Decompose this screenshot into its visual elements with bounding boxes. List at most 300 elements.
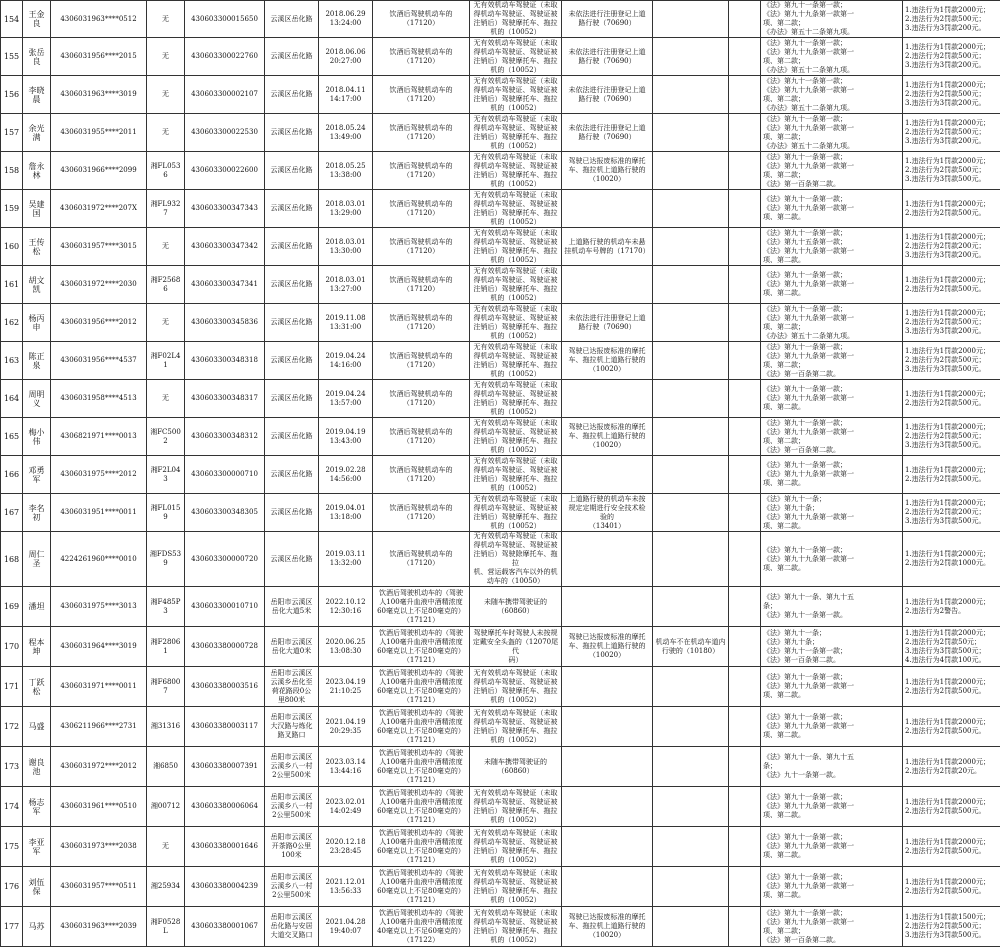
violation-1-line: 饮酒后驾驶机动车的（驾驶 bbox=[375, 829, 467, 838]
table-row bbox=[1, 114, 1000, 152]
violation-1-line: 饮酒后驾驶机动车的（驾驶 bbox=[375, 869, 467, 878]
violation-place bbox=[265, 494, 319, 532]
plate-number: 湘FDS539 bbox=[147, 532, 185, 587]
violation-2-line: 注销后）驾驶摩托车、拖拉 bbox=[472, 513, 559, 522]
violation-3-line: 上道路行驶的机动车未悬 bbox=[564, 238, 650, 247]
law-basis bbox=[761, 867, 903, 907]
record-code: 430603300000710 bbox=[185, 456, 265, 494]
record-code: 430603300022760 bbox=[185, 38, 265, 76]
penalty-line: 1.违法行为1罚款2000元； bbox=[905, 499, 998, 508]
penalty-line: 1.违法行为1罚款2000元； bbox=[905, 598, 998, 607]
penalty-line: 3.违法行为3罚款200元。 bbox=[905, 99, 998, 108]
violation-4 bbox=[653, 532, 729, 587]
law-basis bbox=[761, 494, 903, 532]
law-basis-line: 《法》第九十九条第一款第一 bbox=[763, 470, 900, 479]
violation-time bbox=[319, 667, 373, 707]
law-basis-line: 《办法》第五十二条第九项。 bbox=[763, 66, 900, 75]
penalty-line: 3.违法行为3罚款500元； bbox=[905, 647, 998, 656]
violation-2-line: 得机动车驾驶证、驾驶证被 bbox=[472, 10, 559, 19]
id-number: 4306031972****2012 bbox=[51, 747, 147, 787]
violation-2-line: 无有效机动车驾驶证（未取 bbox=[472, 829, 559, 838]
violation-2-line: 注销后）驾驶摩托车、拖拉 bbox=[472, 171, 559, 180]
violation-time-line: 21:10:25 bbox=[321, 687, 370, 696]
violation-2-line: 无有效机动车驾驶证（未取 bbox=[472, 709, 559, 718]
violation-1 bbox=[373, 627, 470, 667]
violation-1-line: （17120） bbox=[375, 323, 467, 332]
law-basis-line: 《法》九十一条第一款。 bbox=[763, 771, 900, 780]
id-number: 4306031972****2030 bbox=[51, 266, 147, 304]
law-basis-line: 《法》第一百条第二款。 bbox=[763, 656, 900, 665]
law-basis-line: 项、第二款。 bbox=[763, 403, 900, 412]
violation-place bbox=[265, 38, 319, 76]
violation-2-line: 无有效机动车驾驶证（未取 bbox=[472, 229, 559, 238]
person-name: 杨志军 bbox=[23, 787, 51, 827]
law-basis-line: 项、第二款； bbox=[763, 57, 900, 66]
violation-2-line: 得机动车驾驶证、驾驶证被 bbox=[472, 390, 559, 399]
violation-1-line: （17120） bbox=[375, 513, 467, 522]
violation-2-line: 机的（10052） bbox=[472, 446, 559, 455]
violation-2 bbox=[470, 266, 562, 304]
id-number: 4306031957****3015 bbox=[51, 228, 147, 266]
violation-place-line: 云溪区岳化路 bbox=[267, 90, 316, 99]
id-number: 4306031955****2011 bbox=[51, 114, 147, 152]
violation-place bbox=[265, 1, 319, 38]
violation-4 bbox=[653, 867, 729, 907]
blank-cell bbox=[729, 494, 761, 532]
violation-3 bbox=[562, 190, 653, 228]
violation-1-line: 60毫克以上不足80毫克的） bbox=[375, 847, 467, 856]
violation-3 bbox=[562, 494, 653, 532]
violation-2-line: 机的（10052） bbox=[472, 28, 559, 37]
law-basis-line: 《法》第九十一条、第九十五 bbox=[763, 753, 900, 762]
violation-2 bbox=[470, 532, 562, 587]
plate-number: 湘F28061 bbox=[147, 627, 185, 667]
violation-3-line: 车、拖拉机上道路行驶的 bbox=[564, 922, 650, 931]
violation-3-line: （10020） bbox=[564, 651, 650, 660]
record-code: 430603300348305 bbox=[185, 494, 265, 532]
violation-1-line: 饮酒后驾驶机动车的 bbox=[375, 428, 467, 437]
violation-4 bbox=[653, 787, 729, 827]
violation-time-line: 2019.04.01 bbox=[321, 504, 370, 513]
law-basis-line: 《法》第一百条第二款。 bbox=[763, 180, 900, 189]
violation-1-line: （17120） bbox=[375, 361, 467, 370]
violation-2-line: 机的（10052） bbox=[472, 256, 559, 265]
record-code: 430603300002107 bbox=[185, 76, 265, 114]
violation-place bbox=[265, 587, 319, 627]
violation-4 bbox=[653, 827, 729, 867]
violation-time-line: 13:38:00 bbox=[321, 171, 370, 180]
violation-place-line: 2公里500米 bbox=[267, 891, 316, 900]
plate-number: 无 bbox=[147, 304, 185, 342]
id-number: 4306031963****0512 bbox=[51, 1, 147, 38]
violation-time-line: 23:28:45 bbox=[321, 847, 370, 856]
plate-number: 湘FL0536 bbox=[147, 152, 185, 190]
violation-1-line: 人100毫升血液中酒精浓度 bbox=[375, 838, 467, 847]
law-basis-line: 条； bbox=[763, 762, 900, 771]
blank-cell bbox=[729, 38, 761, 76]
violation-1-line: 60毫克以上不足80毫克的） bbox=[375, 727, 467, 736]
violation-3-line: 驾驶已达报废标准的摩托 bbox=[564, 633, 650, 642]
violation-4 bbox=[653, 494, 729, 532]
violation-3 bbox=[562, 380, 653, 418]
violation-2-line: 无有效机动车驾驶证（未取 bbox=[472, 115, 559, 124]
violation-1-line: 人100毫升血液中酒精浓度 bbox=[375, 718, 467, 727]
penalty-line: 2.违法行为2罚款500元。 bbox=[905, 285, 998, 294]
violation-2-line: 无有效机动车驾驶证（未取 bbox=[472, 909, 559, 918]
violation-2 bbox=[470, 1, 562, 38]
penalty-line: 1.违法行为1罚款2000元； bbox=[905, 838, 998, 847]
violation-1-line: （17121） bbox=[375, 656, 467, 665]
record-code: 430603300348318 bbox=[185, 342, 265, 380]
law-basis-line: 项、第二款。 bbox=[763, 731, 900, 740]
id-number: 4306031975****2012 bbox=[51, 456, 147, 494]
penalty bbox=[903, 627, 1000, 667]
violation-place bbox=[265, 787, 319, 827]
violation-place-line: 开茶路0公里 bbox=[267, 842, 316, 851]
table-body bbox=[1, 1, 1000, 947]
law-basis-line: 《法》第一百条第二款。 bbox=[763, 936, 900, 945]
violation-time bbox=[319, 418, 373, 456]
person-name: 杨丙申 bbox=[23, 304, 51, 342]
law-basis-line: 《法》第九十九条第一款第一 bbox=[763, 124, 900, 133]
id-number: 4306031963****3019 bbox=[51, 76, 147, 114]
row-number: 157 bbox=[1, 114, 23, 152]
penalty-line: 1.违法行为1罚款2000元； bbox=[905, 466, 998, 475]
row-number: 158 bbox=[1, 152, 23, 190]
violation-2-line: 未随车携带驾驶证的 bbox=[472, 598, 559, 607]
violation-1-line: 人100毫升血液中酒精浓度 bbox=[375, 798, 467, 807]
violation-time-line: 2021.04.19 bbox=[321, 718, 370, 727]
row-number: 156 bbox=[1, 76, 23, 114]
violation-2 bbox=[470, 587, 562, 627]
law-basis-line: 《法》第九十九条第一款第一 bbox=[763, 882, 900, 891]
law-basis-line: 《办法》第五十二条第九项。 bbox=[763, 28, 900, 37]
violation-2-line: 机的（10052） bbox=[472, 484, 559, 493]
violation-3-line: （13401） bbox=[564, 522, 650, 531]
violation-time bbox=[319, 152, 373, 190]
law-basis bbox=[761, 76, 903, 114]
violation-3 bbox=[562, 456, 653, 494]
table-row bbox=[1, 787, 1000, 827]
person-name: 詹永林 bbox=[23, 152, 51, 190]
penalty-line: 4.违法行为4罚款100元。 bbox=[905, 656, 998, 665]
law-basis-line: 《法》第九十九条第一款第一 bbox=[763, 247, 900, 256]
violation-2-line: 无有效机动车驾驶证（未取 bbox=[472, 381, 559, 390]
law-basis-line: 《法》第九十一条第一款； bbox=[763, 195, 900, 204]
violation-time-line: 13:43:00 bbox=[321, 437, 370, 446]
violation-4 bbox=[653, 38, 729, 76]
law-basis-line: 项、第二款。 bbox=[763, 289, 900, 298]
violation-1-line: 60毫克以上不足80毫克的） bbox=[375, 887, 467, 896]
violation-2-line: 注销后）驾驶摩托车、拖拉 bbox=[472, 323, 559, 332]
violation-2-line: 无有效机动车驾驶证（未取 bbox=[472, 869, 559, 878]
violation-place-line: 岳阳市云溪区 bbox=[267, 913, 316, 922]
blank-cell bbox=[729, 114, 761, 152]
violation-2-line: 无有效机动车驾驶证（未取 bbox=[472, 532, 559, 541]
blank-cell bbox=[729, 827, 761, 867]
law-basis-line: 《法》第九十一条、第九十五 bbox=[763, 593, 900, 602]
blank-cell bbox=[729, 627, 761, 667]
violation-place-line: 岳阳市云溪区 bbox=[267, 833, 316, 842]
violation-2-line: 码） bbox=[472, 656, 559, 665]
violation-time-line: 19:40:07 bbox=[321, 927, 370, 936]
violation-1 bbox=[373, 707, 470, 747]
violation-2-line: 机的（10052） bbox=[472, 816, 559, 825]
violation-3 bbox=[562, 38, 653, 76]
violation-time-line: 14:17:00 bbox=[321, 95, 370, 104]
row-number: 173 bbox=[1, 747, 23, 787]
law-basis bbox=[761, 627, 903, 667]
law-basis-line: 《法》第九十九条第一款第一 bbox=[763, 314, 900, 323]
violation-2-line: 机的（10052） bbox=[472, 142, 559, 151]
penalty-line: 2.违法行为2罚款500元； bbox=[905, 52, 998, 61]
id-number: 4306031957****0511 bbox=[51, 867, 147, 907]
table-row bbox=[1, 587, 1000, 627]
table-row bbox=[1, 907, 1000, 947]
violation-4 bbox=[653, 380, 729, 418]
plate-number: 无 bbox=[147, 827, 185, 867]
violation-2-line: 得机动车驾驶证、驾驶证被 bbox=[472, 718, 559, 727]
violation-1-line: （17121） bbox=[375, 856, 467, 865]
violation-2-line: 机的（10052） bbox=[472, 736, 559, 745]
penalty-line: 3.违法行为3罚款500元。 bbox=[905, 441, 998, 450]
penalty bbox=[903, 456, 1000, 494]
table-row bbox=[1, 494, 1000, 532]
violation-place bbox=[265, 667, 319, 707]
violation-2 bbox=[470, 38, 562, 76]
violation-3-line: 驾驶已达报废标准的摩托 bbox=[564, 913, 650, 922]
penalty-line: 1.违法行为1罚款2000元； bbox=[905, 81, 998, 90]
plate-number: 湘F2L043 bbox=[147, 456, 185, 494]
violation-time-line: 13:27:00 bbox=[321, 285, 370, 294]
record-code: 430603300347342 bbox=[185, 228, 265, 266]
table-row bbox=[1, 418, 1000, 456]
law-basis bbox=[761, 38, 903, 76]
penalty-line: 2.违法行为2罚款200元； bbox=[905, 508, 998, 517]
violation-1 bbox=[373, 76, 470, 114]
law-basis-line: 《法》第九十一条； bbox=[763, 495, 900, 504]
person-name: 王金良 bbox=[23, 1, 51, 38]
person-name: 李亚军 bbox=[23, 827, 51, 867]
violation-place bbox=[265, 76, 319, 114]
id-number: 4306031951****0011 bbox=[51, 494, 147, 532]
violation-time-line: 2018.03.01 bbox=[321, 200, 370, 209]
violation-time-line: 2019.03.11 bbox=[321, 550, 370, 559]
violation-place bbox=[265, 304, 319, 342]
plate-number: 湘F0528L bbox=[147, 907, 185, 947]
plate-number: 无 bbox=[147, 1, 185, 38]
violation-4-line: 行驶的（10180） bbox=[655, 647, 726, 656]
violation-1-line: 饮酒后驾驶机动车的（驾驶 bbox=[375, 909, 467, 918]
violation-2 bbox=[470, 787, 562, 827]
violation-time-line: 14:02:49 bbox=[321, 807, 370, 816]
violation-time-line: 2018.04.11 bbox=[321, 86, 370, 95]
violation-1-line: 饮酒后驾驶机动车的 bbox=[375, 200, 467, 209]
violation-2 bbox=[470, 867, 562, 907]
violation-time-line: 2019.04.19 bbox=[321, 428, 370, 437]
law-basis-line: 《法》第九十一条第一款； bbox=[763, 793, 900, 802]
violation-4 bbox=[653, 266, 729, 304]
record-code: 430603380000728 bbox=[185, 627, 265, 667]
law-basis-line: 条； bbox=[763, 602, 900, 611]
violation-time bbox=[319, 867, 373, 907]
violation-1-line: 60毫克以上不足80毫克的） bbox=[375, 607, 467, 616]
violation-3-line: 上道路行驶的机动车未按 bbox=[564, 495, 650, 504]
violation-2-line: 无有效机动车驾驶证（未取 bbox=[472, 153, 559, 162]
id-number: 4306031966****2099 bbox=[51, 152, 147, 190]
blank-cell bbox=[729, 76, 761, 114]
penalty-line: 2.违法行为2罚款500元； bbox=[905, 128, 998, 137]
violation-2-line: 无有效机动车驾驶证（未取 bbox=[472, 77, 559, 86]
violation-time-line: 13:24:00 bbox=[321, 19, 370, 28]
violation-place-line: 云溪区岳化路 bbox=[267, 52, 316, 61]
person-name: 潘坦 bbox=[23, 587, 51, 627]
violation-2 bbox=[470, 747, 562, 787]
violation-2-line: 无有效机动车驾驶证（未取 bbox=[472, 457, 559, 466]
law-basis bbox=[761, 747, 903, 787]
violation-time bbox=[319, 827, 373, 867]
violation-place-line: 2公里500米 bbox=[267, 811, 316, 820]
table-row bbox=[1, 456, 1000, 494]
violation-time bbox=[319, 747, 373, 787]
violation-2-line: 机的（10052） bbox=[472, 370, 559, 379]
violation-3 bbox=[562, 867, 653, 907]
penalty bbox=[903, 152, 1000, 190]
record-code: 430603380007391 bbox=[185, 747, 265, 787]
violation-time bbox=[319, 190, 373, 228]
law-basis bbox=[761, 456, 903, 494]
violation-place bbox=[265, 707, 319, 747]
violation-time bbox=[319, 456, 373, 494]
law-basis bbox=[761, 1, 903, 38]
penalty bbox=[903, 747, 1000, 787]
violation-1-line: （17120） bbox=[375, 475, 467, 484]
violation-2 bbox=[470, 304, 562, 342]
blank-cell bbox=[729, 1, 761, 38]
blank-cell bbox=[729, 907, 761, 947]
violation-2 bbox=[470, 342, 562, 380]
penalty-line: 2.违法行为2罚款500元； bbox=[905, 166, 998, 175]
penalty-line: 2.违法行为2罚款500元； bbox=[905, 90, 998, 99]
penalty-line: 1.违法行为1罚款2000元； bbox=[905, 119, 998, 128]
person-name: 吴建国 bbox=[23, 190, 51, 228]
violation-1-line: （17120） bbox=[375, 285, 467, 294]
violation-1 bbox=[373, 456, 470, 494]
violation-time bbox=[319, 38, 373, 76]
plate-number: 湘FL0159 bbox=[147, 494, 185, 532]
violation-place bbox=[265, 747, 319, 787]
penalty-line: 2.违法行为2罚款50元； bbox=[905, 638, 998, 647]
violation-3 bbox=[562, 342, 653, 380]
penalty-line: 1.违法行为1罚款2000元； bbox=[905, 390, 998, 399]
record-code: 430603380003516 bbox=[185, 667, 265, 707]
record-code: 430603300000720 bbox=[185, 532, 265, 587]
law-basis-line: 项、第二款。 bbox=[763, 811, 900, 820]
violation-4 bbox=[653, 456, 729, 494]
violation-2-line: 注销后）驾驶摩托车、拖拉 bbox=[472, 133, 559, 142]
violation-time-line: 2020.12.18 bbox=[321, 838, 370, 847]
violation-2-line: （60860） bbox=[472, 607, 559, 616]
law-basis-line: 《法》第九十一条第一款； bbox=[763, 153, 900, 162]
id-number: 4306031956****4537 bbox=[51, 342, 147, 380]
violation-time-line: 2020.06.25 bbox=[321, 638, 370, 647]
violation-time-line: 2021.04.28 bbox=[321, 918, 370, 927]
blank-cell bbox=[729, 747, 761, 787]
violation-1-line: （17120） bbox=[375, 19, 467, 28]
violation-1-line: 饮酒后驾驶机动车的 bbox=[375, 124, 467, 133]
law-basis-line: 《法》第一百条第二款。 bbox=[763, 370, 900, 379]
violation-1-line: （17120） bbox=[375, 57, 467, 66]
violation-4 bbox=[653, 342, 729, 380]
row-number: 175 bbox=[1, 827, 23, 867]
row-number: 174 bbox=[1, 787, 23, 827]
violation-place-line: 2公里500米 bbox=[267, 771, 316, 780]
violation-time bbox=[319, 627, 373, 667]
plate-number: 湘25934 bbox=[147, 867, 185, 907]
plate-number: 无 bbox=[147, 76, 185, 114]
violation-1-line: 饮酒后驾驶机动车的（驾驶 bbox=[375, 629, 467, 638]
violation-3-line: 路行驶（70690） bbox=[564, 133, 650, 142]
violation-time-line: 14:56:00 bbox=[321, 475, 370, 484]
plate-number: 湘FC5002 bbox=[147, 418, 185, 456]
violation-4 bbox=[653, 1, 729, 38]
violation-time bbox=[319, 342, 373, 380]
plate-number: 湘00712 bbox=[147, 787, 185, 827]
law-basis-line: 《法》第九十九条第一款第一 bbox=[763, 428, 900, 437]
violation-2 bbox=[470, 456, 562, 494]
violation-2-line: 机、营运载客汽车以外的机 bbox=[472, 568, 559, 577]
violation-1-line: 饮酒后驾驶机动车的 bbox=[375, 276, 467, 285]
violation-place-line: 云溪区岳化路 bbox=[267, 318, 316, 327]
violation-4 bbox=[653, 190, 729, 228]
plate-number: 无 bbox=[147, 380, 185, 418]
violation-time bbox=[319, 266, 373, 304]
violation-place-line: 里800米 bbox=[267, 696, 316, 705]
id-number: 4306031963****2039 bbox=[51, 907, 147, 947]
violation-time-line: 20:29:35 bbox=[321, 727, 370, 736]
violation-place-line: 云溪乡八一村 bbox=[267, 802, 316, 811]
law-basis-line: 《办法》第五十二条第九项。 bbox=[763, 332, 900, 341]
law-basis-line: 《法》第九十九条第一款第一 bbox=[763, 10, 900, 19]
violation-2-line: 机的（10052） bbox=[472, 408, 559, 417]
violation-time-line: 13:57:00 bbox=[321, 399, 370, 408]
person-name: 邓勇军 bbox=[23, 456, 51, 494]
law-basis-line: 《办法》第五十二条第九项。 bbox=[763, 104, 900, 113]
law-basis bbox=[761, 418, 903, 456]
violation-1-line: （17120） bbox=[375, 399, 467, 408]
violation-1-line: （17120） bbox=[375, 171, 467, 180]
violation-2-line: 机的（10052） bbox=[472, 218, 559, 227]
violation-2-line: 无有效机动车驾驶证（未取 bbox=[472, 789, 559, 798]
violation-2-line: 得机动车驾驶证、驾驶证被 bbox=[472, 428, 559, 437]
violation-1-line: 饮酒后驾驶机动车的（驾驶 bbox=[375, 589, 467, 598]
violation-1 bbox=[373, 418, 470, 456]
penalty-line: 2.违法行为2警告。 bbox=[905, 607, 998, 616]
person-name: 周仁圣 bbox=[23, 532, 51, 587]
violation-1-line: 人100毫升血液中酒精浓度 bbox=[375, 758, 467, 767]
id-number: 4306031958****4513 bbox=[51, 380, 147, 418]
violation-2-line: 无有效机动车驾驶证（未取 bbox=[472, 191, 559, 200]
violation-place-line: 云溪区岳化路 bbox=[267, 280, 316, 289]
violation-3 bbox=[562, 627, 653, 667]
penalty-line: 1.违法行为1罚款2000元； bbox=[905, 200, 998, 209]
penalty-line: 2.违法行为2罚款500元； bbox=[905, 356, 998, 365]
person-name: 胡文凯 bbox=[23, 266, 51, 304]
violation-1-line: 饮酒后驾驶机动车的 bbox=[375, 48, 467, 57]
violation-place bbox=[265, 228, 319, 266]
law-basis-line: 《法》第九十九条第一款第一 bbox=[763, 48, 900, 57]
violation-3-line: 路行驶（70690） bbox=[564, 57, 650, 66]
